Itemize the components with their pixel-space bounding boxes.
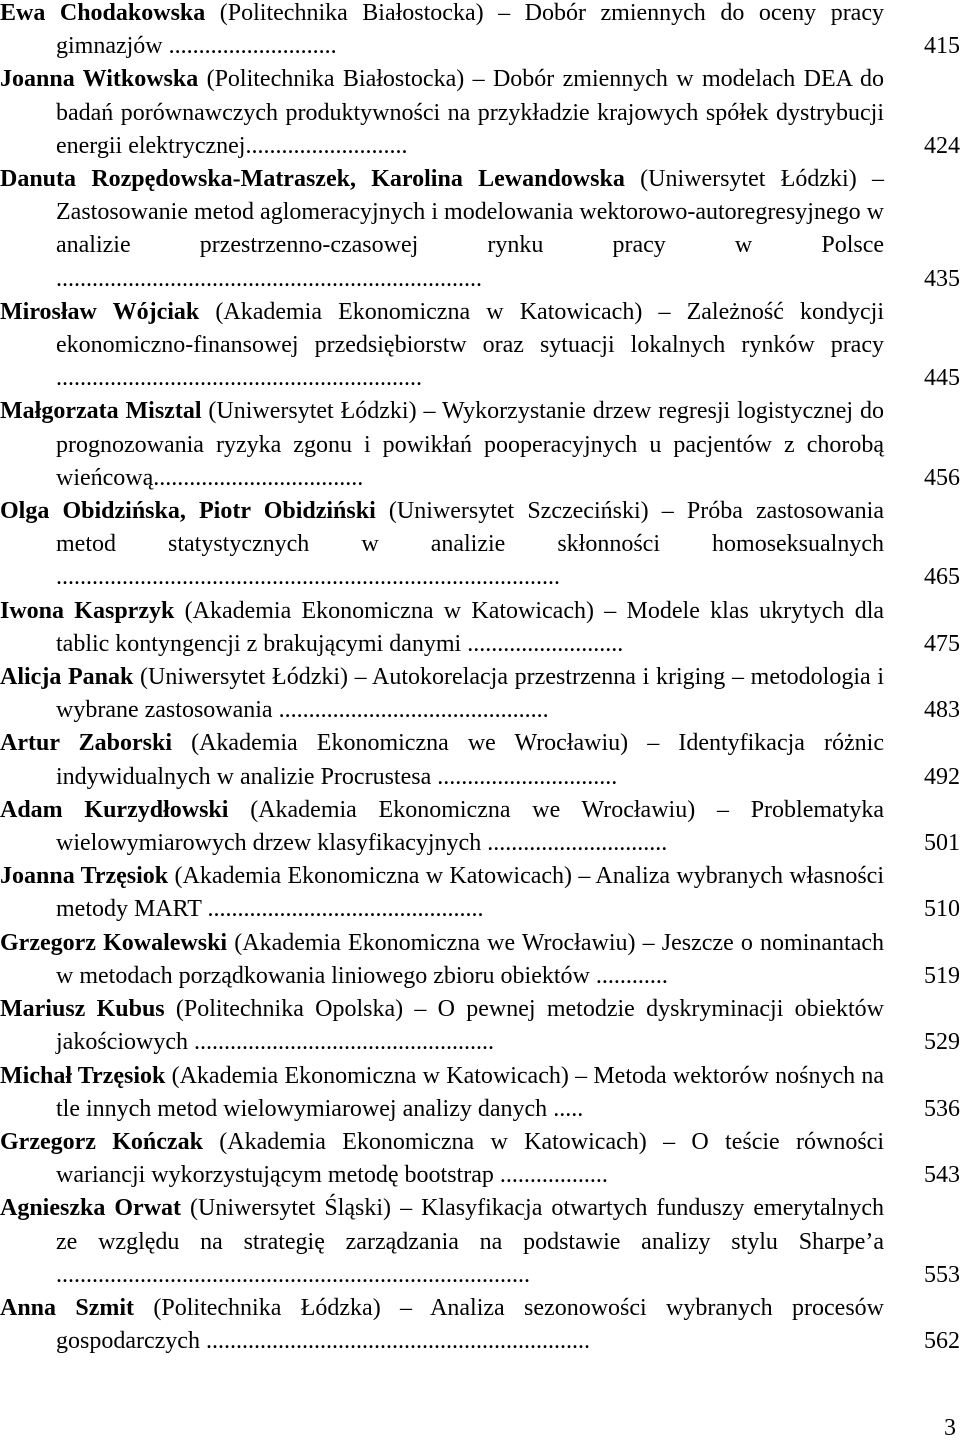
toc-entry-authors: Grzegorz Kończak: [0, 1128, 203, 1155]
page-folio-number: 3: [944, 1415, 956, 1441]
toc-page-number: 483: [924, 697, 960, 724]
toc-entry-title: (Uniwersytet Szczeciński) – Próba zastosowania metod statystycznych w analizie skłonności homoseksualnych: [56, 498, 884, 558]
toc-leader-dots: ..........................: [461, 630, 624, 657]
toc-leader-dots: ................................................................: [199, 1328, 590, 1355]
toc-entry-title: (Politechnika Białostocka) – Dobór zmiennych w modelach DEA do badań porównawczych produktywności na przykładzie krajowych spółek dystrybucji energii elektrycznej: [56, 66, 884, 159]
toc-page-number: 475: [924, 630, 960, 657]
toc-entry-text: [0, 1126, 884, 1192]
toc-page-number: 492: [924, 763, 960, 790]
toc-leader-dots: ...................................: [153, 464, 364, 491]
toc-page-number: 456: [924, 464, 960, 491]
toc-entry: [0, 1126, 960, 1192]
toc-entry: [0, 661, 960, 727]
toc-entry-authors: Ewa Chodakowska: [0, 0, 206, 26]
toc-entry-authors: Danuta Rozpędowska-Matraszek, Karolina Lewandowska: [0, 166, 625, 193]
toc-entry: [0, 395, 960, 495]
toc-entry-authors: Alicja Panak: [0, 664, 134, 691]
toc-entry-title: (Akademia Ekonomiczna we Wrocławiu) – Jeszcze o nominantach w metodach porządkowania liniowego zbioru obiektów: [56, 929, 885, 989]
toc-leader-dots: ..............................: [431, 763, 618, 790]
toc-entry-title: (Politechnika Łódzka) – Analiza sezonowości wybranych procesów gospodarczych: [56, 1294, 884, 1355]
toc-entry: [0, 0, 960, 63]
toc-entry-authors: Małgorzata Misztal: [0, 398, 202, 425]
toc-entry-text: [0, 63, 884, 163]
toc-entry-text: [0, 1060, 884, 1126]
toc-page-number: 529: [924, 1029, 960, 1056]
toc-page-number: 415: [924, 33, 960, 60]
toc-leader-dots: ...............................................................................: [56, 1261, 530, 1288]
toc-leader-dots: ..............................: [481, 830, 668, 857]
toc-leader-dots: ..................: [493, 1162, 608, 1189]
toc-entry: [0, 1192, 960, 1292]
toc-entry: [0, 296, 960, 396]
toc-entry-title: (Akademia Ekonomiczna w Katowicach) – Zależność kondycji ekonomiczno-finansowej przedsiębiorstw oraz sytuacji lokalnych rynków pracy: [56, 298, 884, 359]
toc-entry-title: (Politechnika Białostocka) – Dobór zmiennych do oceny pracy gimnazjów: [56, 0, 884, 60]
toc-entry-text: [0, 1192, 884, 1292]
toc-leader-dots: ...........................: [245, 132, 408, 159]
toc-entry-authors: Iwona Kasprzyk: [0, 597, 175, 624]
toc-entry-title: (Akademia Ekonomiczna we Wrocławiu) – Identyfikacja różnic indywidualnych w analizie Procrustesa: [56, 730, 884, 790]
toc-entry-authors: Agnieszka Orwat: [0, 1195, 182, 1222]
toc-entry-text: [0, 163, 884, 296]
toc-page-number: 445: [924, 365, 960, 392]
toc-leader-dots: ............................: [162, 33, 337, 60]
toc-entry-title: (Akademia Ekonomiczna w Katowicach) – Metoda wektorów nośnych na tle innych metod wielowymiarowej analizy danych: [56, 1062, 885, 1122]
toc-entry-title: (Uniwersytet Łódzki) – Zastosowanie metod aglomeracyjnych i modelowania wektorowo-autoregresyjnego w analizie przestrzenno-czasowej rynku pracy w Polsce: [56, 166, 884, 259]
toc-page-number: 553: [924, 1261, 960, 1288]
toc-leader-dots: ....................................................................................: [56, 564, 560, 591]
toc-entry-text: [0, 727, 884, 793]
toc-leader-dots: .............................................: [272, 697, 549, 724]
toc-entry-authors: Grzegorz Kowalewski: [0, 929, 228, 956]
toc-entry-text: [0, 395, 884, 495]
toc-page-number: 510: [924, 896, 960, 923]
toc-entry-title: (Akademia Ekonomiczna w Katowicach) – Modele klas ukrytych dla tablic kontyngencji z brakującymi danymi: [56, 597, 885, 657]
toc-leader-dots: ..............................................: [201, 896, 484, 923]
toc-entry-authors: Mirosław Wójciak: [0, 298, 200, 325]
toc-entry-text: [0, 927, 884, 993]
toc-entry-text: [0, 495, 884, 595]
toc-entry-text: [0, 794, 884, 860]
toc-entry-authors: Artur Zaborski: [0, 730, 172, 757]
toc-entry-authors: Olga Obidzińska, Piotr Obidziński: [0, 498, 376, 525]
toc-entry: [0, 860, 960, 926]
toc-entry: [0, 727, 960, 793]
toc-entry-text: [0, 661, 884, 727]
toc-leader-dots: .....: [547, 1095, 584, 1122]
toc-page-number: 543: [924, 1162, 960, 1189]
toc-entry-text: [0, 0, 884, 63]
toc-page-number: 424: [924, 132, 960, 159]
toc-leader-dots: ............: [589, 962, 668, 989]
toc-entry-authors: Joanna Trzęsiok: [0, 863, 169, 890]
toc-entry-text: [0, 1292, 884, 1358]
toc-entry: [0, 495, 960, 595]
toc-entry: [0, 993, 960, 1059]
toc-entry-title: (Akademia Ekonomiczna we Wrocławiu) – Problematyka wielowymiarowych drzew klasyfikacyjnych: [56, 796, 884, 857]
toc-page-number: 435: [924, 265, 960, 292]
toc-entry-authors: Anna Szmit: [0, 1294, 135, 1321]
toc-page-number: 519: [924, 962, 960, 989]
toc-leader-dots: ..................................................: [187, 1029, 494, 1056]
toc-entry: [0, 595, 960, 661]
toc-page-number: 536: [924, 1095, 960, 1122]
toc-entry-title: (Akademia Ekonomiczna w Katowicach) – Analiza wybranych własności metody MART: [56, 863, 884, 923]
toc-entry-text: [0, 860, 884, 926]
toc-page-number: 501: [924, 830, 960, 857]
toc-entry-authors: Adam Kurzydłowski: [0, 796, 229, 823]
toc-entry-title: (Uniwersytet Łódzki) – Autokorelacja przestrzenna i kriging – metodologia i wybrane zastosowania: [56, 664, 884, 724]
toc-leader-dots: .............................................................: [56, 365, 422, 392]
toc-entry-authors: Mariusz Kubus: [0, 996, 165, 1023]
toc-leader-dots: .......................................................................: [56, 265, 482, 292]
toc-entry-authors: Joanna Witkowska: [0, 66, 199, 93]
toc-entry-title: (Politechnika Opolska) – O pewnej metodzie dyskryminacji obiektów jakościowych: [56, 996, 884, 1056]
toc-entry-title: (Akademia Ekonomiczna w Katowicach) – O teście równości wariancji wykorzystującym metodę bootstrap: [56, 1128, 885, 1189]
toc-entry: [0, 163, 960, 296]
toc-entry-title: (Uniwersytet Śląski) – Klasyfikacja otwartych funduszy emerytalnych ze względu na strategię zarządzania na podstawie analizy stylu Sharpe’a: [56, 1195, 885, 1255]
toc-entry: [0, 794, 960, 860]
toc-entry-authors: Michał Trzęsiok: [0, 1062, 166, 1089]
toc-entry-text: [0, 296, 884, 396]
toc-entry-text: [0, 993, 884, 1059]
toc-page-number: 465: [924, 564, 960, 591]
toc-entry: [0, 1292, 960, 1358]
toc-page-number: 562: [924, 1328, 960, 1355]
toc-entry: [0, 63, 960, 163]
toc-entry-title: (Uniwersytet Łódzki) – Wykorzystanie drzew regresji logistycznej do prognozowania ryzyka zgonu i powikłań pooperacyjnych u pacjentów z chorobą wieńcową: [56, 398, 884, 491]
toc-entry-text: [0, 595, 884, 661]
toc-entry: [0, 1060, 960, 1126]
toc-entry: [0, 927, 960, 993]
